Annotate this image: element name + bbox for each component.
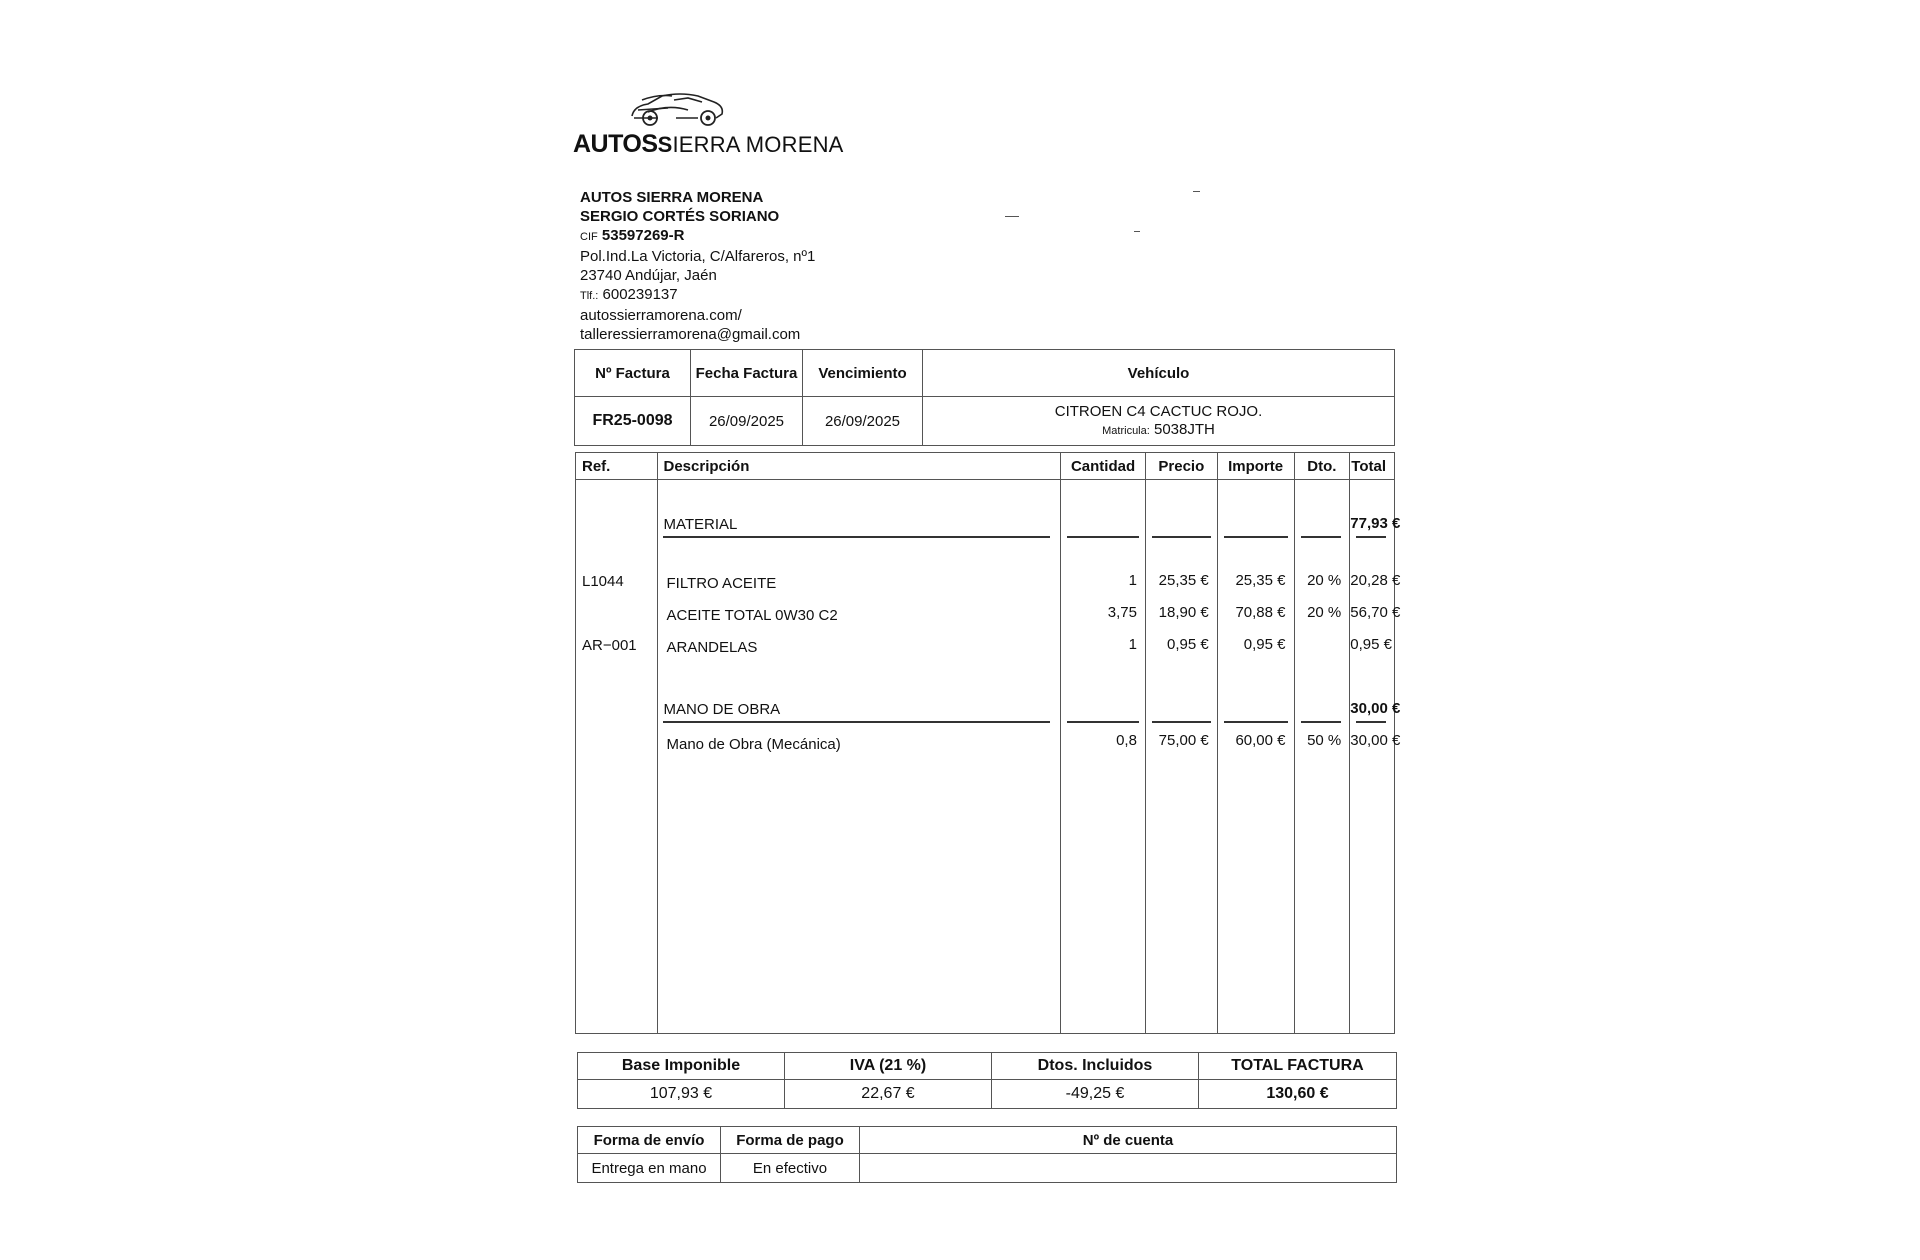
total-label: TOTAL FACTURA <box>1199 1053 1397 1080</box>
section-underline <box>1224 536 1288 538</box>
row-disc: 50 % <box>1307 732 1342 749</box>
col-price <box>1145 480 1217 1034</box>
vehicle-description: CITROEN C4 CACTUC ROJO. <box>1054 402 1263 420</box>
cif-value: 53597269-R <box>601 227 685 244</box>
iva-value: 22,67 € <box>785 1080 992 1109</box>
row-price: 25,35 € <box>1158 572 1209 589</box>
col-qty-header: Cantidad <box>1061 453 1146 480</box>
row-qty: 0,8 <box>1116 732 1137 749</box>
col-qty <box>1061 480 1146 1034</box>
section-underline <box>1301 536 1342 538</box>
row-ref: L1044 <box>582 573 624 590</box>
invoice-date-label: Fecha Factura <box>691 350 803 397</box>
col-total <box>1350 480 1401 1034</box>
row-total: 30,00 € <box>1350 732 1401 749</box>
cif-label: CIF <box>580 231 598 243</box>
company-name: AUTOS SIERRA MORENA <box>580 189 764 206</box>
invoice-number: FR25-0098 <box>575 397 691 446</box>
vehicle-plate: 5038JTH <box>1153 420 1215 438</box>
row-desc: ACEITE TOTAL 0W30 C2 <box>666 607 838 624</box>
company-logo: AUTOSSIERRA MORENA <box>573 130 844 158</box>
row-price: 18,90 € <box>1158 604 1209 621</box>
base-label: Base Imponible <box>578 1053 785 1080</box>
section-underline <box>1356 536 1386 538</box>
section-underline <box>1067 721 1139 723</box>
base-value: 107,93 € <box>578 1080 785 1109</box>
payment-method-value: En efectivo <box>721 1154 860 1183</box>
row-price: 75,00 € <box>1158 732 1209 749</box>
section-underline <box>1356 721 1386 723</box>
payment-method-label: Forma de pago <box>721 1127 860 1154</box>
iva-label: IVA (21 %) <box>785 1053 992 1080</box>
company-address1: Pol.Ind.La Victoria, C/Alfareros, nº1 <box>580 248 816 265</box>
row-total: 0,95 € <box>1350 636 1392 653</box>
due-date: 26/09/2025 <box>803 397 923 446</box>
account-label: Nº de cuenta <box>860 1127 1397 1154</box>
col-desc-header: Descripción <box>657 453 1061 480</box>
invoice-number-label: Nº Factura <box>575 350 691 397</box>
row-price: 0,95 € <box>1166 636 1209 653</box>
col-amount <box>1217 480 1294 1034</box>
row-ref: AR−001 <box>582 637 637 654</box>
row-amount: 70,88 € <box>1235 604 1286 621</box>
company-cif-line <box>580 226 815 247</box>
invoice-date: 26/09/2025 <box>691 397 803 446</box>
row-qty: 1 <box>1128 572 1137 589</box>
totals-table <box>577 1052 1397 1109</box>
row-qty: 3,75 <box>1107 604 1137 621</box>
redaction-mark <box>1193 191 1200 192</box>
col-amount-header: Importe <box>1217 453 1294 480</box>
section-total: 77,93 € <box>1350 515 1401 532</box>
company-web: autossierramorena.com/ <box>580 307 742 324</box>
section-title: MATERIAL <box>663 516 738 533</box>
section-total: 30,00 € <box>1350 700 1401 717</box>
row-amount: 0,95 € <box>1243 636 1286 653</box>
redaction-mark <box>1005 216 1019 217</box>
section-underline <box>1152 536 1211 538</box>
row-amount: 60,00 € <box>1235 732 1286 749</box>
row-amount: 25,35 € <box>1235 572 1286 589</box>
section-underline <box>1301 721 1342 723</box>
account-value <box>860 1154 1397 1183</box>
discounts-label: Dtos. Incluidos <box>992 1053 1199 1080</box>
company-info <box>580 188 815 344</box>
section-underline <box>1067 536 1139 538</box>
section-underline <box>1152 721 1211 723</box>
company-phone-line <box>580 285 815 306</box>
row-total: 56,70 € <box>1350 604 1401 621</box>
due-date-label: Vencimiento <box>803 350 923 397</box>
col-ref <box>576 480 658 1034</box>
line-items-table <box>575 452 1401 1034</box>
vehicle-label: Vehículo <box>923 350 1395 397</box>
invoice-header-table <box>574 349 1395 446</box>
vehicle-cell <box>923 397 1395 446</box>
car-sketch-icon <box>628 92 728 130</box>
vehicle-plate-line <box>924 421 1393 440</box>
col-disc-header: Dto. <box>1294 453 1350 480</box>
col-desc <box>657 480 1061 1034</box>
company-address2: 23740 Andújar, Jaén <box>580 267 717 284</box>
phone-label: Tlf.: <box>580 290 599 302</box>
col-disc <box>1294 480 1350 1034</box>
redaction-mark <box>1134 231 1140 232</box>
logo-bold-text: AUTOS <box>573 130 658 158</box>
col-ref-header: Ref. <box>576 453 658 480</box>
row-disc: 20 % <box>1307 604 1342 621</box>
shipping-label: Forma de envío <box>578 1127 721 1154</box>
section-underline <box>663 536 1051 538</box>
discounts-value: -49,25 € <box>992 1080 1199 1109</box>
section-underline <box>1224 721 1288 723</box>
section-title: MANO DE OBRA <box>663 701 781 718</box>
company-email: talleressierramorena@gmail.com <box>580 326 801 343</box>
company-owner: SERGIO CORTÉS SORIANO <box>580 208 780 225</box>
payment-table <box>577 1126 1397 1183</box>
row-disc: 20 % <box>1307 572 1342 589</box>
row-desc: FILTRO ACEITE <box>666 575 777 592</box>
row-qty: 1 <box>1128 636 1137 653</box>
plate-label: Matricula: <box>1102 424 1150 437</box>
row-desc: Mano de Obra (Mecánica) <box>666 736 841 753</box>
logo-regular-text: IERRA MORENA <box>672 132 844 157</box>
shipping-value: Entrega en mano <box>578 1154 721 1183</box>
col-total-header: Total <box>1350 453 1395 480</box>
row-total: 20,28 € <box>1350 572 1401 589</box>
row-desc: ARANDELAS <box>666 639 758 656</box>
total-value: 130,60 € <box>1199 1080 1397 1109</box>
phone-value: 600239137 <box>602 286 678 303</box>
section-underline <box>663 721 1051 723</box>
col-price-header: Precio <box>1145 453 1217 480</box>
